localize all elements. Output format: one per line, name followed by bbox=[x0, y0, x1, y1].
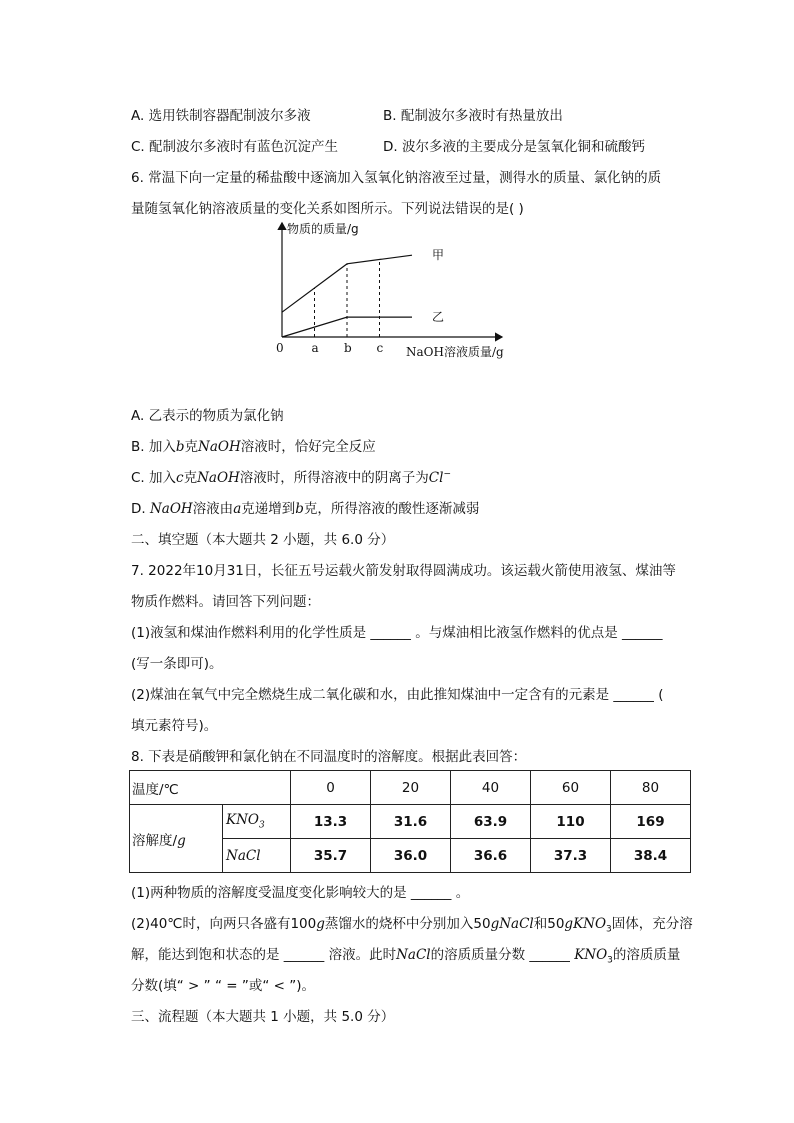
q7-line1: 7. 2022年10月31日，长征五号运载火箭发射取得圆满成功。该运载火箭使用液氢、煤油等 bbox=[131, 563, 676, 579]
kno3-cell: 31.6 bbox=[371, 805, 451, 839]
q6-c-ion: Cl bbox=[428, 470, 444, 486]
origin-label: 0 bbox=[276, 341, 284, 355]
temp-cell: 40 bbox=[451, 771, 531, 805]
solubility-label: 溶解度/g bbox=[130, 805, 223, 873]
series-label-jia: 甲 bbox=[432, 248, 445, 263]
q6-c-var: c bbox=[176, 470, 184, 486]
q7-line4: (写一条即可)。 bbox=[131, 656, 223, 672]
q6-c-pre: C. 加入 bbox=[131, 470, 177, 486]
table-row-kno3 bbox=[130, 805, 691, 839]
q8-sub2-line2: 解，能达到饱和状态的是 ______ 溶液。此时NaCl的溶质质量分数 ______ $KNO_3$的溶质质量 bbox=[131, 947, 681, 966]
q6-c-mid: 克 bbox=[183, 470, 198, 486]
temp-label: 温度/℃ bbox=[130, 771, 291, 805]
q6-stem-line2: 量随氢氧化钠溶液质量的变化关系如图所示。下列说法错误的是( ) bbox=[131, 201, 524, 217]
q8-intro: 8. 下表是硝酸钾和氯化钠在不同温度时的溶解度。根据此表回答： bbox=[131, 749, 527, 765]
temp-cell: 60 bbox=[531, 771, 611, 805]
q7-line6: 填元素符号)。 bbox=[131, 718, 218, 734]
q6-b-post: 溶液时，恰好完全反应 bbox=[240, 439, 376, 455]
kno3-cell: 110 bbox=[531, 805, 611, 839]
series-label-yi: 乙 bbox=[432, 310, 445, 325]
kno3-label: $KNO_3$ bbox=[223, 805, 291, 839]
series-line-jia bbox=[282, 255, 412, 312]
kno3-cell: 169 bbox=[611, 805, 691, 839]
nacl-cell: 38.4 bbox=[611, 839, 691, 873]
temp-cell: 20 bbox=[371, 771, 451, 805]
kno3-cell: 63.9 bbox=[451, 805, 531, 839]
q5-option-c: C. 配制波尔多液时有蓝色沉淀产生 bbox=[131, 139, 339, 155]
nacl-cell: 36.0 bbox=[371, 839, 451, 873]
q6-b-mid: 克 bbox=[184, 439, 199, 455]
x-axis-label: NaOH溶液质量/g bbox=[406, 345, 504, 359]
q5-option-b: B. 配制波尔多液时有热量放出 bbox=[383, 108, 563, 124]
q6-d-formula: NaOH bbox=[149, 501, 193, 517]
q6-c-formula: NaOH bbox=[197, 470, 240, 486]
q7-line3: (1)液氢和煤油作燃料利用的化学性质是 ______ 。与煤油相比液氢作燃料的优点是 ______ bbox=[131, 625, 663, 641]
q6-b-var: b bbox=[175, 439, 185, 455]
q6-option-b bbox=[131, 435, 376, 455]
q8-sub2-line3: 分数(填“ > ” “ = ”或“ < ”)。 bbox=[131, 978, 315, 994]
q6-b-formula: NaOH bbox=[198, 439, 241, 455]
q6-option-a: A. 乙表示的物质为氯化钠 bbox=[131, 408, 284, 424]
q6-c-mid2: 溶液时，所得溶液中的阴离子为 bbox=[239, 470, 429, 486]
q6-b-pre: B. 加入 bbox=[131, 439, 176, 455]
section3-title: 三、流程题（本大题共 1 小题，共 5.0 分） bbox=[131, 1009, 395, 1025]
q8-sub2-line1: (2)40℃时，向两只各盛有100g蒸馏水的烧杯中分别加入50gNaCl和50gKNO$_3$固体，充分溶 bbox=[131, 916, 693, 935]
kno3-cell: 13.3 bbox=[291, 805, 371, 839]
nacl-cell: 37.3 bbox=[531, 839, 611, 873]
section2-title: 二、填空题（本大题共 2 小题，共 6.0 分） bbox=[131, 532, 395, 548]
nacl-label: NaCl bbox=[223, 839, 291, 873]
q6-d-mid2: 克递增到 bbox=[241, 501, 296, 517]
q6-c-sup: − bbox=[443, 469, 451, 480]
q6-chart bbox=[262, 215, 542, 365]
q6-d-post: 克，所得溶液的酸性逐渐减弱 bbox=[303, 501, 480, 517]
q7-line2: 物质作燃料。请回答下列问题： bbox=[131, 594, 320, 610]
q6-option-c bbox=[131, 466, 451, 486]
q5-option-a: A. 选用铁制容器配制波尔多液 bbox=[131, 108, 311, 124]
q6-d-pre: D. bbox=[131, 501, 150, 517]
table-row-temp bbox=[130, 771, 691, 805]
nacl-cell: 36.6 bbox=[451, 839, 531, 873]
q7-line5: (2)煤油在氧气中完全燃烧生成二氧化碳和水，由此推知煤油中一定含有的元素是 ______ ( bbox=[131, 687, 664, 703]
y-axis-label: 物质的质量/g bbox=[287, 222, 359, 236]
temp-cell: 0 bbox=[291, 771, 371, 805]
q6-d-b: b bbox=[295, 501, 304, 517]
q8-sub1: (1)两种物质的溶解度受温度变化影响较大的是 ______ 。 bbox=[131, 885, 470, 901]
q6-d-mid: 溶液由 bbox=[192, 501, 234, 517]
temp-cell: 80 bbox=[611, 771, 691, 805]
q6-d-a: a bbox=[233, 501, 242, 517]
q5-option-d: D. 波尔多液的主要成分是氢氧化铜和硫酸钙 bbox=[383, 139, 645, 155]
x-tick-b: b bbox=[344, 341, 352, 355]
solubility-table bbox=[129, 770, 691, 873]
x-tick-a: a bbox=[311, 341, 319, 355]
q6-stem-line1: 6. 常温下向一定量的稀盐酸中逐滴加入氢氧化钠溶液至过量，测得水的质量、氯化钠的质 bbox=[131, 170, 662, 186]
nacl-cell: 35.7 bbox=[291, 839, 371, 873]
q6-option-d bbox=[131, 497, 479, 517]
x-tick-c: c bbox=[376, 341, 384, 355]
